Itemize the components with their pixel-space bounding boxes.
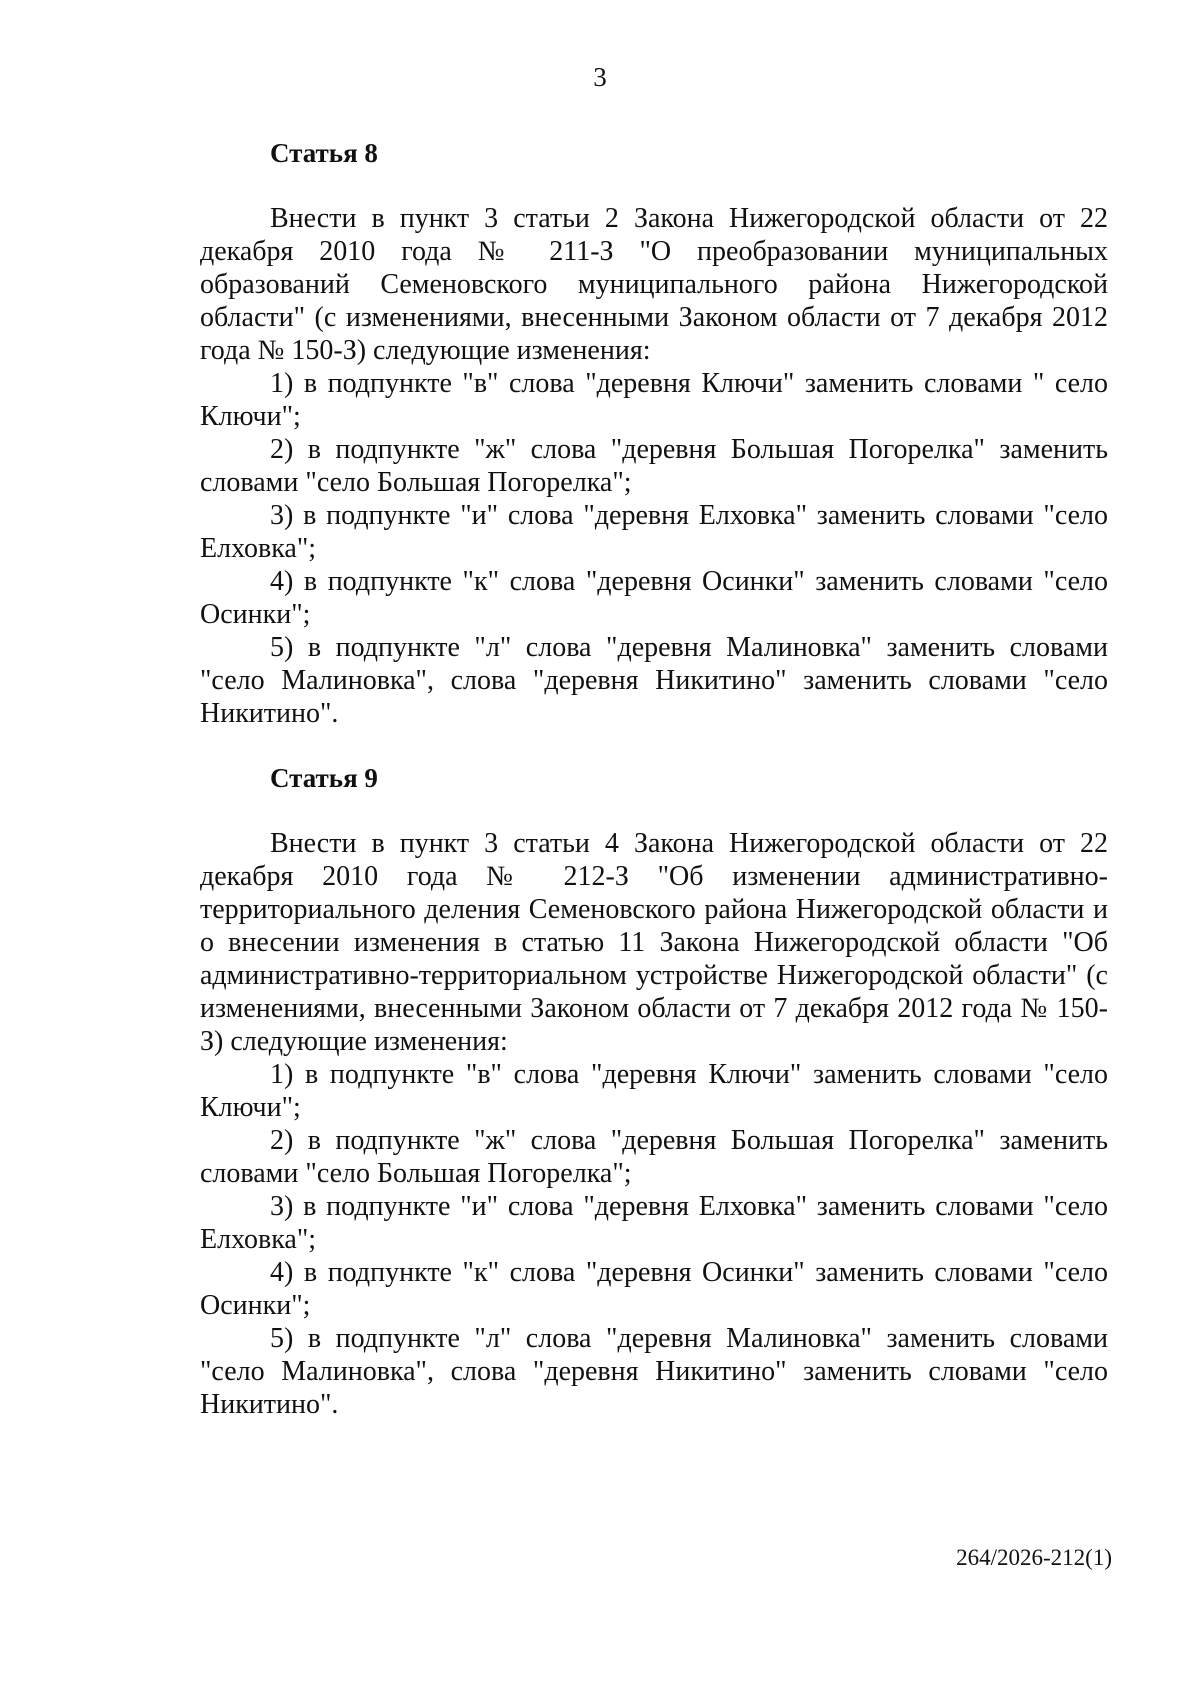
- article-8-item-2: 2) в подпункте "ж" слова "деревня Большая Погорелка" заменить словами "село Большая Погорелка";: [200, 434, 1108, 498]
- article-8-intro: Внести в пункт 3 статьи 2 Закона Нижегородской области от 22 декабря 2010 года № 211-З "О преобразовании муниципальных образований Семеновского муниципального района Нижегородской области" (с изменениями, внесенными Законом области от 7 декабря 2012 года № 150-З) следующие изменения:: [200, 203, 1108, 366]
- article-8-item-4: 4) в подпункте "к" слова "деревня Осинки" заменить словами "село Осинки";: [200, 566, 1108, 630]
- article-9-title: Статья 9: [270, 763, 378, 793]
- article-9-item-1: 1) в подпункте "в" слова "деревня Ключи" заменить словами "село Ключи";: [200, 1059, 1108, 1123]
- article-9-item-4: 4) в подпункте "к" слова "деревня Осинки" заменить словами "село Осинки";: [200, 1257, 1108, 1321]
- article-9-intro: Внести в пункт 3 статьи 4 Закона Нижегородской области от 22 декабря 2010 года № 212-З "Об изменении административно-территориального деления Семеновского района Нижегородской области и о внесении изменения в статью 11 Закона Нижегородской области "Об административно-территориальном устройстве Нижегородской области" (с изменениями, внесенными Законом области от 7 декабря 2012 года № 150-З) следующие изменения:: [200, 828, 1108, 1057]
- article-8-heading-block: [200, 138, 1108, 168]
- article-8-item-3: 3) в подпункте "и" слова "деревня Елховка" заменить словами "село Елховка";: [200, 500, 1108, 564]
- article-9-item-3: 3) в подпункте "и" слова "деревня Елховка" заменить словами "село Елховка";: [200, 1191, 1108, 1255]
- article-9-item-2: 2) в подпункте "ж" слова "деревня Большая Погорелка" заменить словами "село Большая Погорелка";: [200, 1125, 1108, 1189]
- article-8-body: [200, 202, 1108, 730]
- article-9-heading-block: [200, 763, 1108, 793]
- article-9-item-5: 5) в подпункте "л" слова "деревня Малиновка" заменить словами "село Малиновка", слова "деревня Никитино" заменить словами "село Никитино".: [200, 1323, 1108, 1420]
- document-code: 264/2026-212(1): [956, 1545, 1112, 1570]
- article-8-item-5: 5) в подпункте "л" слова "деревня Малиновка" заменить словами "село Малиновка", слова "деревня Никитино" заменить словами "село Никитино".: [200, 632, 1108, 729]
- article-8-title: Статья 8: [270, 138, 378, 168]
- page-number: 3: [593, 62, 607, 92]
- article-9-body: [200, 827, 1108, 1421]
- article-8-item-1: 1) в подпункте "в" слова "деревня Ключи" заменить словами " село Ключи";: [200, 368, 1108, 432]
